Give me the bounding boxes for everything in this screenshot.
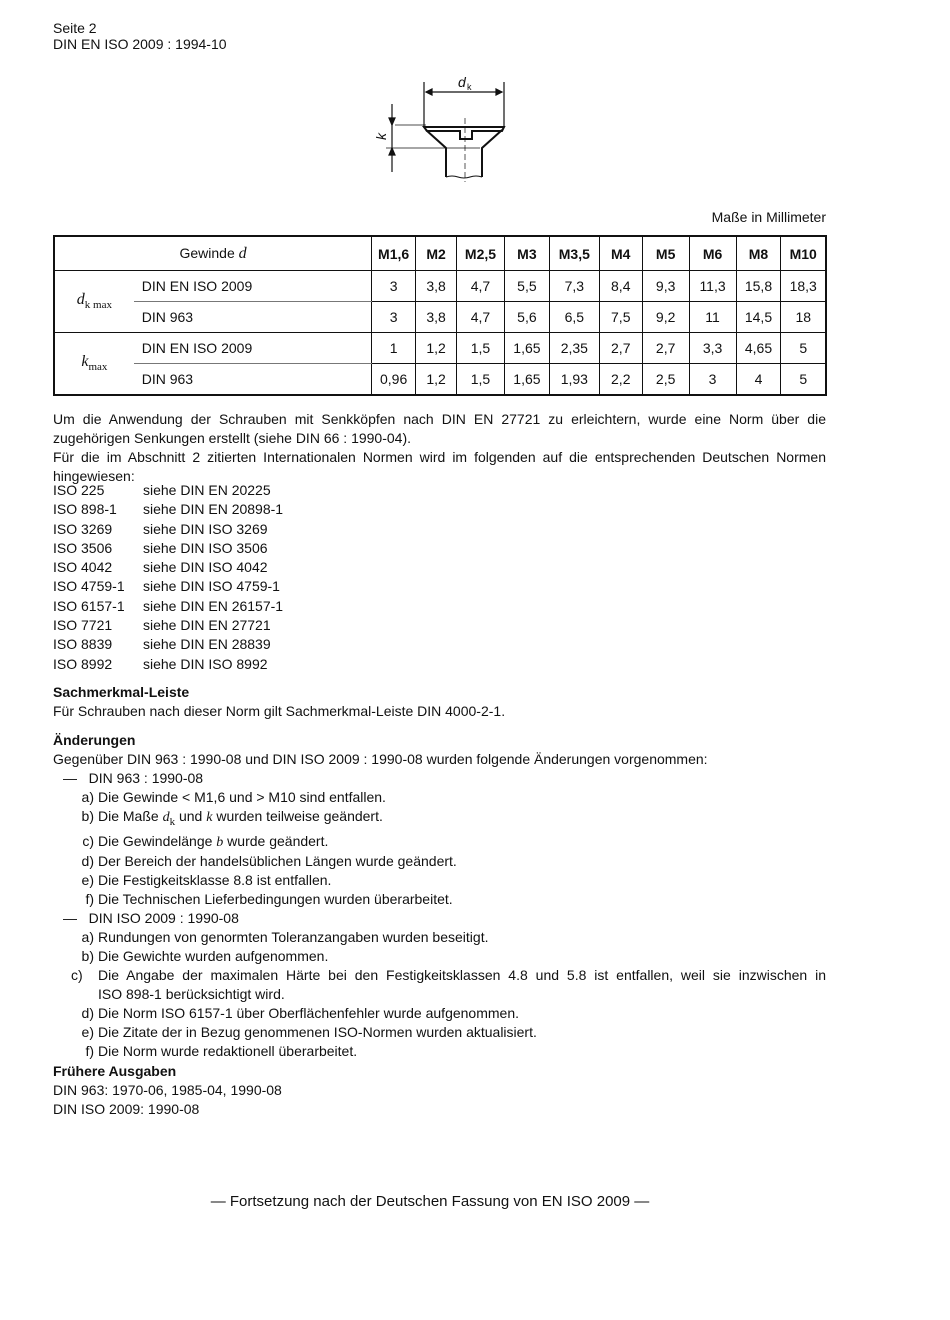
change-item [53,1023,826,1042]
change-group-title [53,769,826,788]
value-cell: 1,65 [504,364,549,396]
page-header [53,20,227,52]
reference-list [53,481,283,674]
section-heading: Frühere Ausgaben [53,1063,177,1079]
iso-number: ISO 7721 [53,617,113,634]
value-cell: 5,5 [504,271,549,302]
value-cell: 4,7 [457,271,505,302]
value-cell: 5 [781,333,826,364]
din-reference: siehe DIN ISO 3506 [143,539,268,556]
iso-number: ISO 3506 [53,539,113,556]
section-text: Für Schrauben nach dieser Norm gilt Sachmerkmal-Leiste DIN 4000-2-1. [53,703,506,719]
table-row [54,302,826,333]
change-item [53,985,826,1004]
value-cell: 3 [372,271,416,302]
k-dimension-label: k [373,133,389,140]
thread-label: Gewinde [179,244,235,261]
iso-number: ISO 3269 [53,520,113,537]
value-cell: 1,93 [549,364,599,396]
change-item [53,788,826,807]
item-letter: a) [81,789,94,805]
value-cell: 8,4 [599,271,642,302]
value-cell: 9,2 [642,302,689,333]
iso-number: ISO 6157-1 [53,597,125,614]
value-cell: 1,2 [416,333,457,364]
change-item [53,1042,826,1061]
page-number: Seite 2 [53,20,97,36]
col-header: M3,5 [549,236,599,271]
item-text: Die Norm ISO 6157-1 über Oberflächenfehler wurde aufgenommen. [98,1004,519,1021]
item-letter: a) [81,928,94,945]
value-cell: 7,3 [549,271,599,302]
change-item [53,807,826,832]
sachmerkmal-section [53,683,505,721]
item-letter: e) [81,871,94,888]
dash: — [63,770,77,786]
reference-item [53,539,283,558]
group-label [54,271,134,333]
value-cell: 4,65 [736,333,781,364]
col-header: M2 [416,236,457,271]
din-reference: siehe DIN EN 20898-1 [143,501,284,518]
value-cell: 6,5 [549,302,599,333]
iso-number: ISO 4042 [53,559,113,576]
group-label [54,333,134,396]
value-cell: 1,65 [504,333,549,364]
table-header-row [54,236,826,271]
din-reference: siehe DIN EN 27721 [143,617,271,634]
item-letter: b) [81,808,94,824]
item-text: Die Angabe der maximalen Härte bei den Festigkeitsklassen 4.8 und 5.8 ist entfallen, weil sie inzwischen in [98,966,826,983]
iso-number: ISO 8839 [53,636,113,653]
item-text: Die Gewichte wurden aufgenommen. [98,947,329,964]
din-reference: siehe DIN EN 20225 [143,482,271,498]
group-title: DIN ISO 2009 : 1990-08 [88,909,239,926]
din-reference: siehe DIN ISO 4759-1 [143,578,280,595]
change-item [53,966,826,985]
table-row [54,271,826,302]
value-cell: 1,5 [457,333,505,364]
din-reference: siehe DIN EN 26157-1 [143,597,284,614]
section-text: Gegenüber DIN 963 : 1990-08 und DIN ISO 2009 : 1990-08 wurden folgende Änderungen vorgenommen: [53,751,708,767]
source-cell: DIN EN ISO 2009 [134,271,372,302]
section-heading: Sachmerkmal-Leiste [53,684,190,700]
table-row [54,364,826,396]
reference-item [53,500,283,519]
value-cell: 1,5 [457,364,505,396]
col-header: M1,6 [372,236,416,271]
item-text: Die Norm wurde redaktionell überarbeitet. [98,1042,358,1059]
col-header: M2,5 [457,236,505,271]
change-item [53,890,826,909]
edition-line: DIN ISO 2009: 1990-08 [53,1101,200,1117]
item-letter: d) [81,852,94,869]
continuation-footer: — Fortsetzung nach der Deutschen Fassung von EN ISO 2009 — [210,1193,650,1210]
item-letter: d) [81,1004,94,1021]
screw-head-diagram [370,70,520,190]
previous-editions-section [53,1062,282,1119]
dk-dimension-sub: k [467,82,472,92]
change-item [53,832,826,852]
value-cell: 2,7 [599,333,642,364]
din-reference: siehe DIN EN 28839 [143,636,271,653]
change-item [53,852,826,871]
value-cell: 18 [781,302,826,333]
value-cell: 5 [781,364,826,396]
source-cell: DIN EN ISO 2009 [134,333,372,364]
change-group-title [53,909,826,928]
item-text: Die Maße $d_k$ und k wurden teilweise geändert. [98,808,383,828]
value-cell: 3,8 [416,271,457,302]
dk-dimension-label: d [458,74,466,90]
change-item [53,947,826,966]
dimensions-table [53,235,827,396]
group-subscript: max [88,361,108,374]
item-text: Die Gewindelänge b wurde geändert. [98,832,329,850]
item-text: Die Festigkeitsklasse 8.8 ist entfallen. [98,871,332,888]
source-cell: DIN 963 [134,364,372,396]
value-cell: 2,35 [549,333,599,364]
value-cell: 5,6 [504,302,549,333]
din-reference: siehe DIN ISO 3269 [143,520,268,537]
item-text: Die Gewinde < M1,6 und > M10 sind entfallen. [98,789,386,805]
thread-header [54,236,372,271]
item-letter: c) [71,966,83,983]
reference-item [53,481,283,500]
iso-number: ISO 8992 [53,655,113,672]
iso-number: ISO 225 [53,482,105,498]
value-cell: 11 [689,302,736,333]
reference-item [53,577,283,596]
value-cell: 7,5 [599,302,642,333]
value-cell: 3 [689,364,736,396]
col-header: M4 [599,236,642,271]
item-letter: f) [85,1042,94,1059]
value-cell: 2,7 [642,333,689,364]
col-header: M5 [642,236,689,271]
value-cell: 14,5 [736,302,781,333]
source-cell: DIN 963 [134,302,372,333]
item-text: Die Zitate der in Bezug genommenen ISO-Normen wurden aktualisiert. [98,1023,537,1040]
item-letter: e) [81,1023,94,1040]
reference-item [53,616,283,635]
col-header: M10 [781,236,826,271]
change-item [53,928,826,947]
thread-symbol: d [238,244,247,262]
col-header: M8 [736,236,781,271]
item-letter: f) [85,890,94,907]
value-cell: 4,7 [457,302,505,333]
item-letter: c) [82,832,94,849]
value-cell: 15,8 [736,271,781,302]
group-symbol: k [81,353,89,371]
din-reference: siehe DIN ISO 4042 [143,559,268,576]
document-id: DIN EN ISO 2009 : 1994-10 [53,36,227,52]
item-text: ISO 898-1 berücksichtigt wird. [98,985,285,1002]
value-cell: 9,3 [642,271,689,302]
col-header: M3 [504,236,549,271]
reference-item [53,635,283,654]
units-note: Maße in Millimeter [711,209,826,225]
paragraph-1 [53,410,826,486]
paragraph-line: Um die Anwendung der Schrauben mit Senkköpfen nach DIN EN 27721 zu erleichtern, wurde eine Norm über die [53,411,826,427]
value-cell: 3 [372,302,416,333]
section-heading: Änderungen [53,732,136,748]
value-cell: 2,2 [599,364,642,396]
table-row [54,333,826,364]
value-cell: 18,3 [781,271,826,302]
group-symbol: d [76,291,85,309]
item-text: Die Technischen Lieferbedingungen wurden überarbeitet. [98,890,453,907]
changes-section [53,731,826,1061]
value-cell: 3,3 [689,333,736,364]
group-title: DIN 963 : 1990-08 [88,770,204,786]
paragraph-line: zugehörigen Senkungen erstellt (siehe DIN 66 : 1990-04). [53,430,411,446]
value-cell: 3,8 [416,302,457,333]
reference-item [53,520,283,539]
dash: — [63,909,77,926]
group-subscript: k max [84,299,112,312]
value-cell: 2,5 [642,364,689,396]
reference-item [53,558,283,577]
paragraph-line: hingewiesen: [53,468,135,484]
change-item [53,871,826,890]
change-item [53,1004,826,1023]
iso-number: ISO 4759-1 [53,578,125,595]
value-cell: 0,96 [372,364,416,396]
item-text: Der Bereich der handelsüblichen Längen wurde geändert. [98,852,457,869]
item-text: Rundungen von genormten Toleranzangaben wurden beseitigt. [98,928,489,945]
edition-line: DIN 963: 1970-06, 1985-04, 1990-08 [53,1082,282,1098]
paragraph-line: Für die im Abschnitt 2 zitierten Internationalen Normen wird im folgenden auf die entsprechenden Deutschen Normen [53,449,826,465]
value-cell: 1 [372,333,416,364]
value-cell: 11,3 [689,271,736,302]
col-header: M6 [689,236,736,271]
item-letter: b) [81,947,94,964]
value-cell: 4 [736,364,781,396]
value-cell: 1,2 [416,364,457,396]
din-reference: siehe DIN ISO 8992 [143,655,268,672]
reference-item [53,655,283,674]
iso-number: ISO 898-1 [53,501,117,518]
reference-item [53,597,283,616]
